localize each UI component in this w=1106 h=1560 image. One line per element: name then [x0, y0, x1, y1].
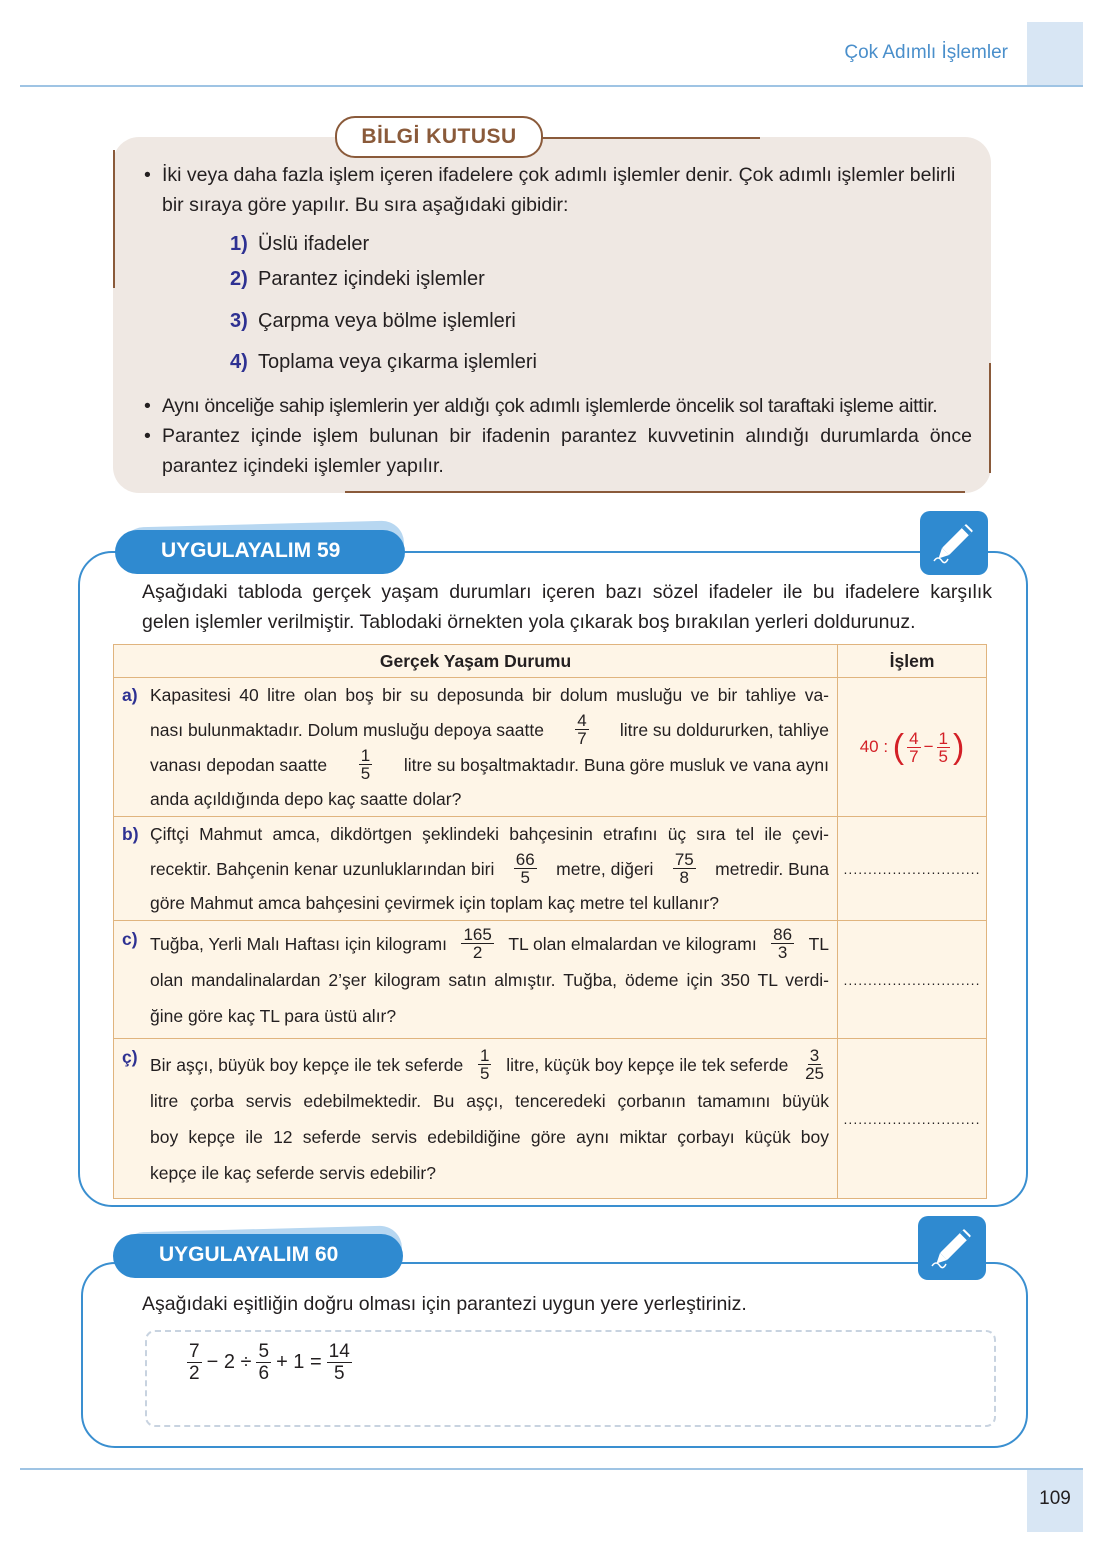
table-row: [114, 921, 987, 1039]
table-row: [114, 817, 987, 921]
fraction: $\frac{66}{5}$: [515, 850, 535, 887]
situation-a: a) Kapasitesi 40 litre olan boş bir su deposunda bir dolum musluğu ve bir tahliye va- nası bulunmaktadır. Dolum musluğu depoya saatte $\frac{4}{7}$ litre su doldururken, tahliye vanası depodan saatte $\frac{1}{5}$ litre su boşaltmaktadır. Buna göre musluk ve vana aynı anda açıldığında depo kaç saatte dolar?: [114, 678, 838, 817]
info-bullet: • Parantez içinde işlem bulunan bir ifadenin parantez kuvvetinin alındığı durumlarda önce parantez içindeki işlemler yapılır.: [144, 425, 972, 477]
fraction: $\frac{5}{6}$: [258, 1341, 270, 1384]
table-row: [114, 678, 987, 817]
situation-c: c) Tuğba, Yerli Malı Haftası için kilogramı $\frac{165}{2}$ TL olan elmalardan ve kilogramı $\frac{86}{3}$ TL olan mandalinalardan 2’şer kilogram satın almıştır. Tuğba, ödeme için 350 TL verdi- ğine göre kaç TL para üstü alır?: [114, 921, 838, 1039]
step-item: 1) Üslü ifadeler: [230, 233, 370, 255]
table-row: [114, 1039, 987, 1199]
footer-divider: [20, 1468, 1083, 1470]
practice-59-title: UYGULAYALIM 59: [115, 530, 405, 574]
step-item: 4) Toplama veya çıkarma işlemleri: [230, 351, 537, 373]
header-divider: [20, 85, 1083, 87]
equation: $\frac{7}{2}$ − 2 ÷ $\frac{5}{6}$ + 1 = $\frac{14}{5}$: [189, 1341, 350, 1384]
fraction: $\frac{3}{25}$: [805, 1046, 824, 1083]
fraction: $\frac{1}{5}$: [479, 1046, 490, 1083]
col-header-operation: İşlem: [838, 645, 987, 678]
fraction: $\frac{86}{3}$: [773, 925, 793, 962]
fraction: $\frac{165}{2}$: [463, 925, 492, 962]
answer-blank-b[interactable]: ............................: [838, 817, 987, 921]
situation-b: b) Çiftçi Mahmut amca, dikdörtgen şeklindeki bahçesinin etrafını üç sıra tel ile çevi- recektir. Bahçenin kenar uzunluklarından biri $\frac{66}{5}$ metre, diğeri $\frac{75}{8}$ metredir. Buna göre Mahmut amca bahçesini çevirmek için toplam kaç metre tel kullanır?: [114, 817, 838, 921]
info-box-border: [540, 137, 760, 139]
info-box-border: [345, 491, 965, 493]
fraction: $\frac{7}{2}$: [189, 1341, 200, 1384]
pencil-icon: [918, 1216, 986, 1280]
situation-table: [113, 644, 987, 1199]
pencil-icon: [920, 511, 988, 575]
step-item: 2) Parantez içindeki işlemler: [230, 268, 485, 290]
step-item: 3) Çarpma veya bölme işlemleri: [230, 310, 516, 332]
fraction: $\frac{14}{5}$: [328, 1341, 350, 1384]
operation-a: 40 : ( $\frac{4}{7}$ − $\frac{1}{5}$ ): [838, 678, 987, 817]
fraction: $\frac{75}{8}$: [674, 850, 694, 887]
situation-cc: ç) Bir aşçı, büyük boy kepçe ile tek seferde $\frac{1}{5}$ litre, küçük boy kepçe ile tek seferde $\frac{3}{25}$ litre çorba servis edebilmektedir. Bu aşçı, tenceredeki çorbanın tamamını büyük boy kepçe ile 12 seferde servis edebildiğine göre aynı miktar çorbayı küçük boy kepçe ile kaç seferde servis edebilir?: [114, 1039, 838, 1199]
answer-blank-cc[interactable]: ............................: [838, 1039, 987, 1199]
fraction: $\frac{1}{5}$: [360, 746, 371, 783]
info-box-border: [989, 363, 991, 473]
practice-59-intro: Aşağıdaki tabloda gerçek yaşam durumları içeren bazı sözel ifadeler ile bu ifadelere karşılık gelen işlemler verilmiştir. Tablodaki örnekten yola çıkarak boş bırakılan yerleri doldurunuz.: [142, 581, 992, 633]
info-bullet: • Aynı önceliğe sahip işlemlerin yer aldığı çok adımlı işlemlerde öncelik sol taraftaki işleme aittir.: [144, 395, 938, 417]
table-header-row: [114, 645, 987, 678]
info-bullet: • İki veya daha fazla işlem içeren ifadelere çok adımlı işlemler denir. Çok adımlı işlemler belirli bir sıraya göre yapılır. Bu sıra aşağıdaki gibidir:: [144, 164, 956, 216]
info-box-border: [113, 150, 115, 288]
practice-60-title: UYGULAYALIM 60: [113, 1234, 403, 1278]
page-number: 109: [1039, 1488, 1071, 1509]
col-header-situation: Gerçek Yaşam Durumu: [114, 645, 838, 678]
header-tab: [1027, 22, 1083, 85]
practice-60-intro: Aşağıdaki eşitliğin doğru olması için parantezi uygun yere yerleştiriniz.: [142, 1293, 747, 1315]
fraction: $\frac{4}{7}$: [577, 711, 587, 748]
section-title: Çok Adımlı İşlemler: [844, 42, 1008, 63]
answer-blank-c[interactable]: ............................: [838, 921, 987, 1039]
info-box-label: BİLGİ KUTUSU: [335, 116, 543, 158]
